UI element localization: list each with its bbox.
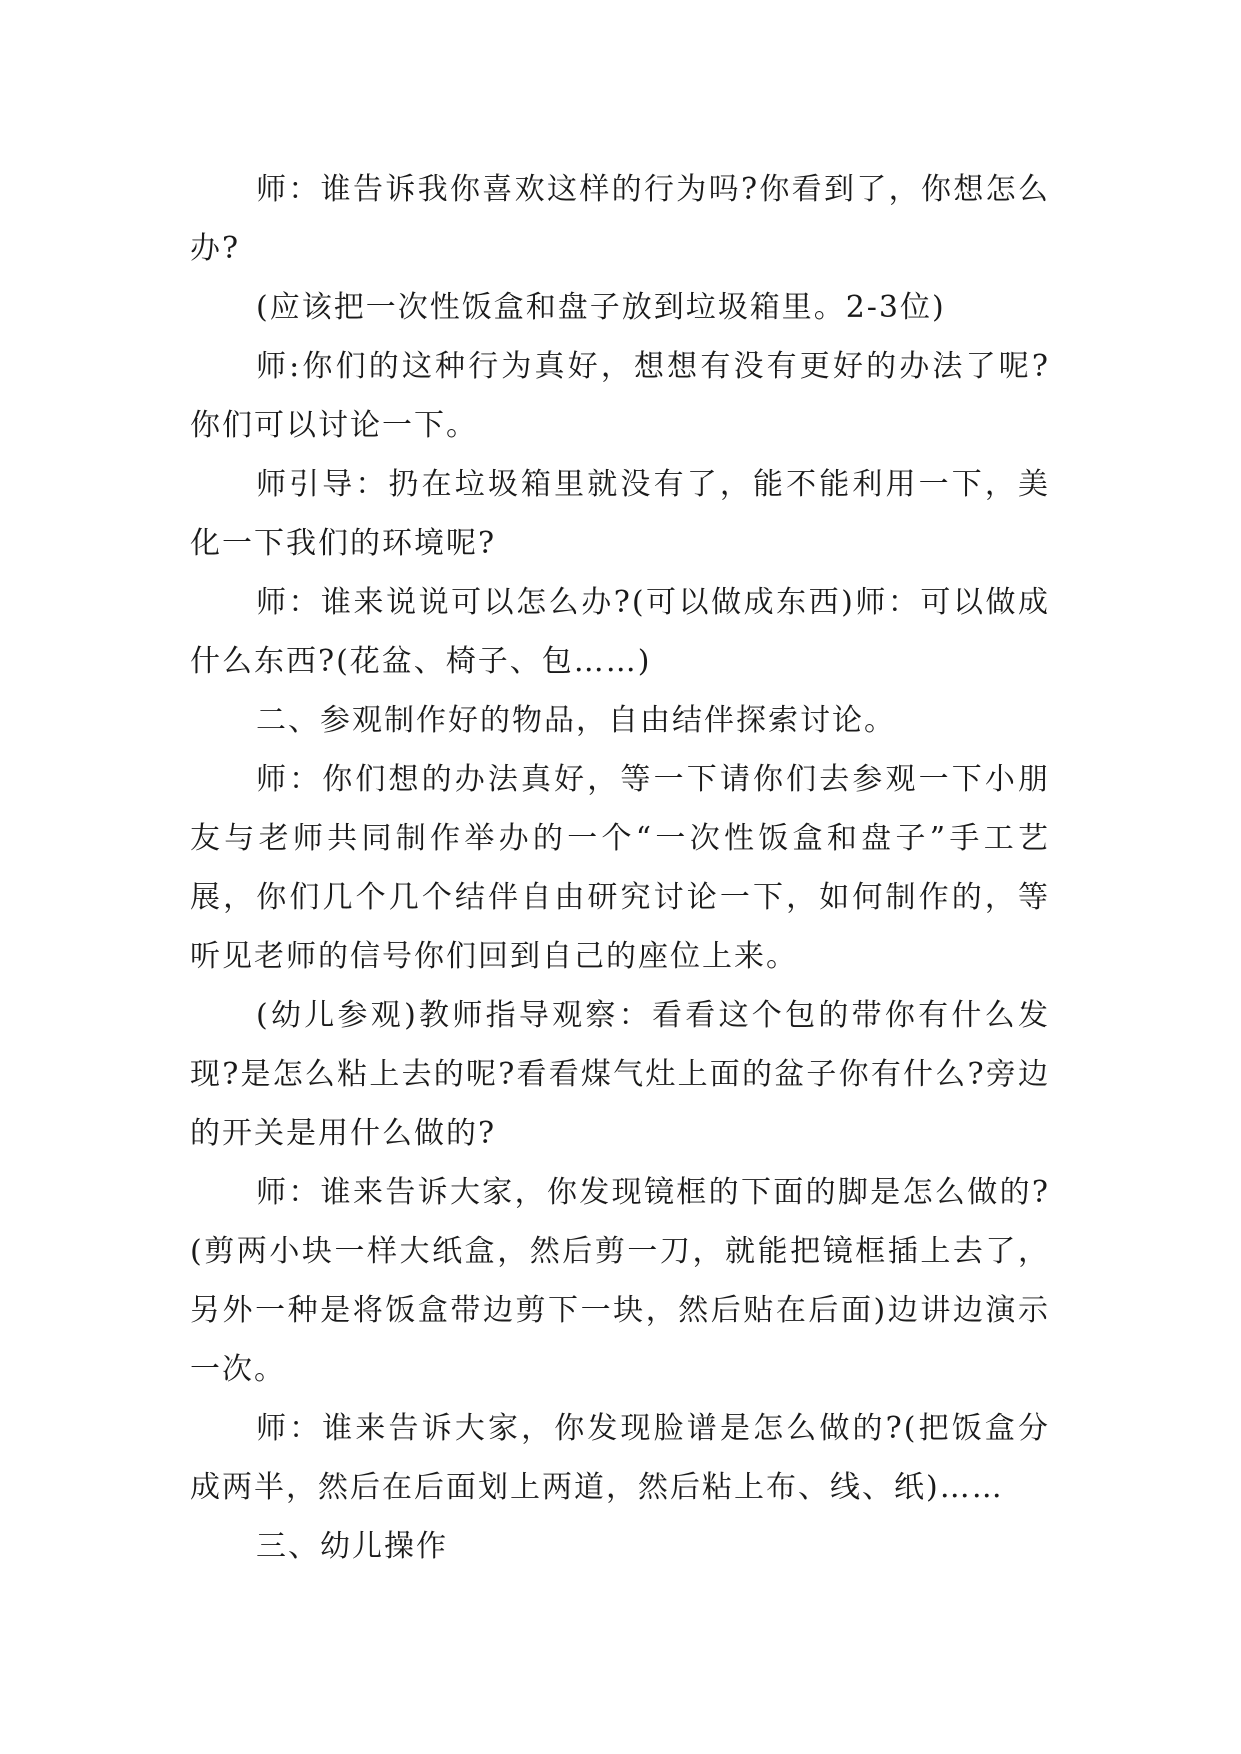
paragraph-teacher-guide: 师引导：扔在垃圾箱里就没有了，能不能利用一下，美化一下我们的环境呢? bbox=[190, 467, 1050, 561]
section-heading-three: 三、幼儿操作 bbox=[256, 1529, 448, 1564]
paragraph-facial-mask: 师：谁来告诉大家，你发现脸谱是怎么做的?(把饭盒分成两半，然后在后面划上两道，然后粘上布、线、纸)…… bbox=[190, 1411, 1050, 1505]
paragraph-observation: (幼儿参观)教师指导观察：看看这个包的带你有什么发现?是怎么粘上去的呢?看看煤气灶上面的盆子你有什么?旁边的开关是用什么做的? bbox=[190, 998, 1050, 1151]
paragraph-frame-feet: 师：谁来告诉大家，你发现镜框的下面的脚是怎么做的?(剪两小块一样大纸盒，然后剪一刀，就能把镜框插上去了，另外一种是将饭盒带边剪下一块，然后贴在后面)边讲边演示一次。 bbox=[190, 1175, 1050, 1387]
paragraph-exhibition: 师：你们想的办法真好，等一下请你们去参观一下小朋友与老师共同制作举办的一个“一次性饭盒和盘子”手工艺展，你们几个几个结伴自由研究讨论一下，如何制作的，等听见老师的信号你们回到自己的座位上来。 bbox=[190, 762, 1050, 974]
paragraph-teacher-question: 师：谁告诉我你喜欢这样的行为吗?你看到了，你想怎么办? bbox=[190, 172, 1050, 266]
paragraph-make-things: 师：谁来说说可以怎么办?(可以做成东西)师：可以做成什么东西?(花盆、椅子、包……) bbox=[190, 585, 1050, 679]
section-heading-two: 二、参观制作好的物品，自由结伴探索讨论。 bbox=[256, 703, 896, 738]
paragraph-teacher-praise: 师:你们的这种行为真好，想想有没有更好的办法了呢?你们可以讨论一下。 bbox=[190, 349, 1050, 443]
paragraph-answer-trash: (应该把一次性饭盒和盘子放到垃圾箱里。2-3位) bbox=[256, 290, 946, 325]
document-body bbox=[190, 160, 1050, 1576]
